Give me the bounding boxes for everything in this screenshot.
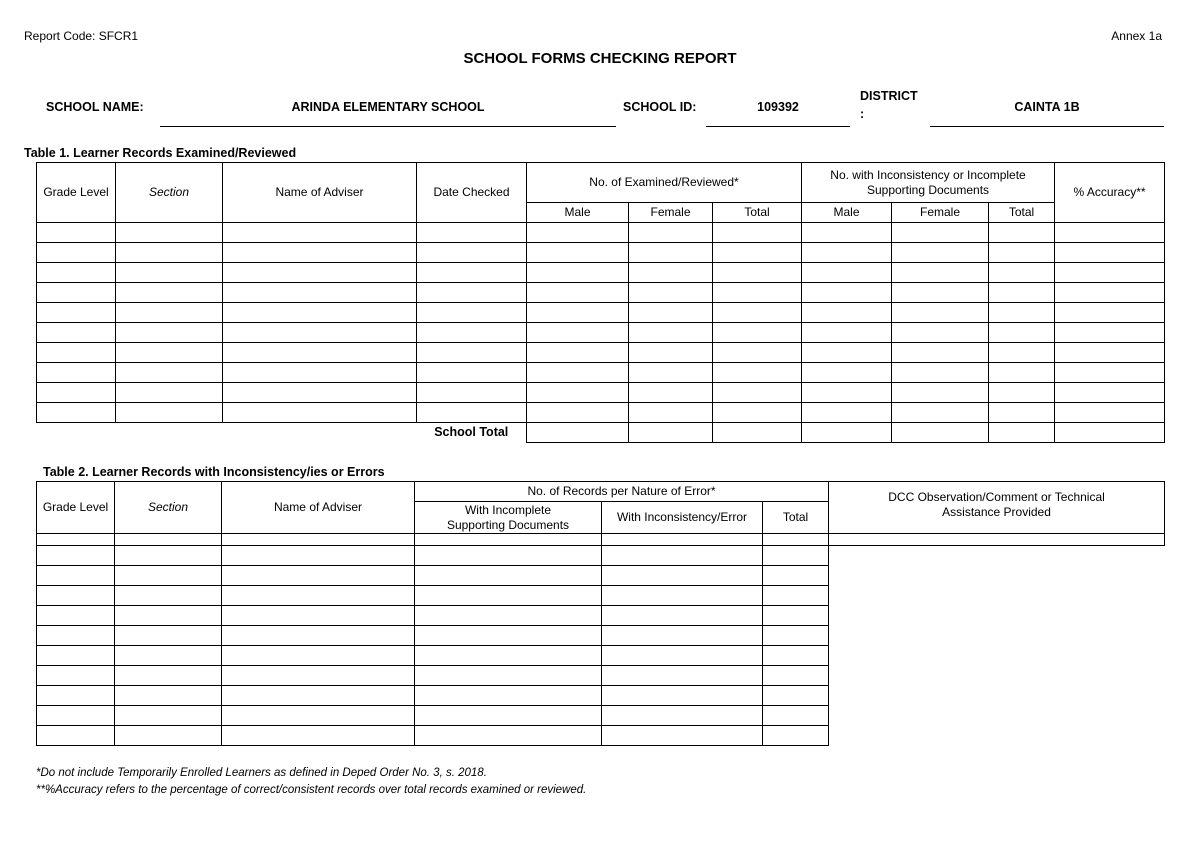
t1-body-cell[interactable]	[629, 323, 713, 343]
t1-body-cell[interactable]	[1055, 243, 1165, 263]
t1-body-cell[interactable]	[223, 223, 417, 243]
t1-body-cell[interactable]	[892, 243, 989, 263]
t1-school-total-label: School Total	[434, 424, 509, 439]
school-name-label: SCHOOL NAME:	[46, 100, 144, 114]
t2-body-cell[interactable]	[37, 586, 115, 606]
t2-body-cell[interactable]	[602, 646, 763, 666]
table1-caption: Table 1. Learner Records Examined/Reviewed	[24, 146, 297, 160]
t2-body-cell[interactable]	[415, 706, 602, 726]
t1-body-cell[interactable]	[116, 403, 223, 423]
t1-body-cell[interactable]	[629, 223, 713, 243]
t1-header-total: Total	[989, 203, 1055, 223]
t2-header-total: Total	[763, 502, 829, 534]
t1-total-cell[interactable]	[1055, 423, 1165, 443]
t2-header-section: Section	[115, 482, 222, 534]
t1-body-cell[interactable]	[713, 243, 802, 263]
t2-observation-area[interactable]	[829, 534, 1165, 546]
t2-body-row	[37, 546, 1165, 566]
t2-body-cell[interactable]	[222, 626, 415, 646]
t1-body-cell[interactable]	[892, 303, 989, 323]
t1-body-cell[interactable]	[116, 263, 223, 283]
t1-body-cell[interactable]	[629, 283, 713, 303]
t2-body-cell[interactable]	[222, 726, 415, 746]
t1-body-cell[interactable]	[223, 403, 417, 423]
t1-body-cell[interactable]	[223, 343, 417, 363]
t2-body-cell[interactable]	[222, 686, 415, 706]
t1-body-cell[interactable]	[417, 403, 527, 423]
t1-body-cell[interactable]	[713, 403, 802, 423]
t2-body-cell[interactable]	[37, 726, 115, 746]
t1-body-cell[interactable]	[892, 343, 989, 363]
t2-body-cell[interactable]	[115, 586, 222, 606]
t1-body-cell[interactable]	[116, 343, 223, 363]
t2-body-cell[interactable]	[37, 706, 115, 726]
t1-body-row	[37, 283, 1165, 303]
t1-body-cell[interactable]	[417, 283, 527, 303]
t2-body-row	[37, 606, 1165, 626]
t1-body-cell[interactable]	[223, 323, 417, 343]
t2-body-row	[37, 666, 1165, 686]
t2-body-cell[interactable]	[602, 686, 763, 706]
t1-body-cell[interactable]	[989, 303, 1055, 323]
t2-body-cell[interactable]	[222, 586, 415, 606]
t1-body-cell[interactable]	[1055, 383, 1165, 403]
t2-body-cell[interactable]	[415, 726, 602, 746]
t2-body-cell[interactable]	[763, 726, 829, 746]
t2-body-row	[37, 686, 1165, 706]
t1-body	[37, 223, 1165, 423]
t1-body-cell[interactable]	[37, 223, 116, 243]
t2-body-row	[37, 726, 1165, 746]
t1-body-row	[37, 323, 1165, 343]
t1-body-cell[interactable]	[989, 403, 1055, 423]
t1-body-cell[interactable]	[802, 403, 892, 423]
t1-total-cell[interactable]	[989, 423, 1055, 443]
t2-body-row	[37, 646, 1165, 666]
t1-body-cell[interactable]	[527, 403, 629, 423]
t2-body-cell[interactable]	[602, 666, 763, 686]
t1-body-cell[interactable]	[417, 243, 527, 263]
t1-body-cell[interactable]	[1055, 263, 1165, 283]
t1-header-total: Total	[713, 203, 802, 223]
t1-body-cell[interactable]	[37, 263, 116, 283]
t2-body-cell[interactable]	[763, 626, 829, 646]
t2-body-cell[interactable]	[37, 666, 115, 686]
t1-body-cell[interactable]	[417, 363, 527, 383]
t2-body-cell[interactable]	[415, 586, 602, 606]
t2-body-cell[interactable]	[763, 606, 829, 626]
t1-body-cell[interactable]	[802, 243, 892, 263]
t1-body-cell[interactable]	[1055, 283, 1165, 303]
t1-body-cell[interactable]	[1055, 343, 1165, 363]
district-label: DISTRICT	[860, 89, 918, 103]
t1-body-cell[interactable]	[37, 323, 116, 343]
t1-body-cell[interactable]	[802, 263, 892, 283]
t2-header-incomplete: With Incomplete Supporting Documents	[415, 502, 602, 534]
report-code: Report Code: SFCR1	[24, 29, 139, 43]
t1-body-cell[interactable]	[527, 323, 629, 343]
t2-body-cell[interactable]	[37, 566, 115, 586]
t1-header-male: Male	[802, 203, 892, 223]
t2-body-cell[interactable]	[415, 686, 602, 706]
t1-body-cell[interactable]	[116, 363, 223, 383]
t1-body-cell[interactable]	[713, 303, 802, 323]
t1-header-female: Female	[629, 203, 713, 223]
t1-body-cell[interactable]	[417, 303, 527, 323]
page-title: SCHOOL FORMS CHECKING REPORT	[463, 50, 737, 67]
t2-body	[37, 546, 1165, 746]
t1-body-cell[interactable]	[989, 283, 1055, 303]
t1-body-cell[interactable]	[629, 363, 713, 383]
t1-body-cell[interactable]	[37, 303, 116, 323]
t1-body-cell[interactable]	[37, 403, 116, 423]
t2-header-adviser: Name of Adviser	[222, 482, 415, 534]
t1-body-cell[interactable]	[892, 283, 989, 303]
t1-body-cell[interactable]	[802, 223, 892, 243]
t1-body-cell[interactable]	[527, 223, 629, 243]
t1-body-cell[interactable]	[989, 363, 1055, 383]
t1-body-cell[interactable]	[802, 303, 892, 323]
t1-body-row	[37, 383, 1165, 403]
school-id-underline	[706, 126, 850, 127]
t1-body-cell[interactable]	[892, 263, 989, 283]
t1-total-cell[interactable]	[713, 423, 802, 443]
t1-total-cell[interactable]	[892, 423, 989, 443]
t2-body-cell[interactable]	[37, 646, 115, 666]
t2-body-cell[interactable]	[763, 706, 829, 726]
t1-header-female: Female	[892, 203, 989, 223]
t1-body-cell[interactable]	[989, 243, 1055, 263]
t2-body-row	[37, 626, 1165, 646]
table2	[36, 481, 1165, 746]
school-id-label: SCHOOL ID:	[623, 100, 697, 114]
t2-body-cell[interactable]	[602, 546, 763, 566]
t2-header-nature-of-error: No. of Records per Nature of Error*	[415, 482, 829, 502]
t1-body-cell[interactable]	[37, 343, 116, 363]
t2-body-cell[interactable]	[115, 626, 222, 646]
t2-body-cell[interactable]	[763, 666, 829, 686]
t1-body-cell[interactable]	[417, 263, 527, 283]
t2-body-cell[interactable]	[37, 606, 115, 626]
t1-body-cell[interactable]	[629, 403, 713, 423]
t1-body-cell[interactable]	[527, 363, 629, 383]
t1-body-row	[37, 223, 1165, 243]
t1-body-row	[37, 303, 1165, 323]
t2-body-row	[37, 706, 1165, 726]
t2-body-cell[interactable]	[115, 706, 222, 726]
t1-body-cell[interactable]	[802, 283, 892, 303]
district-value: CAINTA 1B	[1014, 100, 1080, 114]
t1-body-cell[interactable]	[417, 383, 527, 403]
t1-body-cell[interactable]	[527, 263, 629, 283]
t1-body-cell[interactable]	[223, 363, 417, 383]
t1-body-cell[interactable]	[802, 383, 892, 403]
t1-body-cell[interactable]	[37, 363, 116, 383]
t1-body-cell[interactable]	[1055, 223, 1165, 243]
footnote-1: *Do not include Temporarily Enrolled Learners as defined in Deped Order No. 3, s. 2018.	[36, 767, 487, 779]
t1-body-cell[interactable]	[713, 363, 802, 383]
t1-total-cell[interactable]	[527, 423, 629, 443]
t1-body-cell[interactable]	[1055, 303, 1165, 323]
t1-body-cell[interactable]	[713, 223, 802, 243]
t2-body-cell[interactable]	[763, 586, 829, 606]
t2-body-cell[interactable]	[415, 606, 602, 626]
t2-body-cell[interactable]	[37, 686, 115, 706]
t1-body-cell[interactable]	[989, 263, 1055, 283]
table2-caption: Table 2. Learner Records with Inconsistency/ies or Errors	[43, 465, 385, 479]
school-name-underline	[160, 126, 616, 127]
t2-body-cell[interactable]	[115, 686, 222, 706]
t1-body-cell[interactable]	[527, 343, 629, 363]
t1-body-cell[interactable]	[713, 323, 802, 343]
t2-body-cell[interactable]	[602, 706, 763, 726]
t2-body-cell[interactable]	[602, 626, 763, 646]
t1-body-cell[interactable]	[116, 323, 223, 343]
t1-body-cell[interactable]	[527, 283, 629, 303]
t1-body-cell[interactable]	[892, 383, 989, 403]
t2-body-cell[interactable]	[415, 546, 602, 566]
t1-body-cell[interactable]	[116, 243, 223, 263]
t1-body-cell[interactable]	[892, 363, 989, 383]
t1-body-cell[interactable]	[1055, 363, 1165, 383]
annex-label: Annex 1a	[1111, 29, 1162, 43]
t1-body-row	[37, 363, 1165, 383]
t1-body-cell[interactable]	[527, 303, 629, 323]
t2-body-cell[interactable]	[115, 646, 222, 666]
t1-body-cell[interactable]	[802, 363, 892, 383]
t1-body-cell[interactable]	[1055, 403, 1165, 423]
t1-header-adviser: Name of Adviser	[223, 163, 417, 223]
t1-body-cell[interactable]	[223, 243, 417, 263]
t1-body-cell[interactable]	[892, 223, 989, 243]
t2-body-cell[interactable]	[115, 606, 222, 626]
t2-body-cell[interactable]	[415, 666, 602, 686]
t1-body-cell[interactable]	[713, 283, 802, 303]
t1-total-cell[interactable]	[629, 423, 713, 443]
t1-header-grade-level: Grade Level	[37, 163, 116, 223]
t1-body-cell[interactable]	[629, 303, 713, 323]
t1-body-cell[interactable]	[37, 283, 116, 303]
t2-body-cell[interactable]	[602, 606, 763, 626]
t2-header-observation: DCC Observation/Comment or Technical Assistance Provided	[829, 482, 1165, 534]
t2-body-cell[interactable]	[415, 626, 602, 646]
school-id-value: 109392	[757, 100, 799, 114]
t2-body-cell[interactable]	[763, 686, 829, 706]
t1-body-cell[interactable]	[223, 283, 417, 303]
t1-body-cell[interactable]	[37, 383, 116, 403]
t2-body-cell[interactable]	[602, 586, 763, 606]
t1-body-cell[interactable]	[629, 343, 713, 363]
t2-body-cell[interactable]	[115, 566, 222, 586]
t1-body-cell[interactable]	[116, 303, 223, 323]
t1-header-examined: No. of Examined/Reviewed*	[527, 163, 802, 203]
t1-body-cell[interactable]	[802, 343, 892, 363]
t2-body-cell[interactable]	[602, 566, 763, 586]
t1-body-cell[interactable]	[713, 343, 802, 363]
t1-body-cell[interactable]	[989, 223, 1055, 243]
t1-body-cell[interactable]	[116, 383, 223, 403]
district-underline	[930, 126, 1164, 127]
t1-body-row	[37, 243, 1165, 263]
t1-body-cell[interactable]	[713, 383, 802, 403]
t1-body-cell[interactable]	[802, 323, 892, 343]
t1-body-cell[interactable]	[989, 383, 1055, 403]
t2-body-cell[interactable]	[37, 546, 115, 566]
t1-body-cell[interactable]	[116, 223, 223, 243]
t1-body-cell[interactable]	[989, 323, 1055, 343]
t2-body-cell[interactable]	[602, 726, 763, 746]
t2-body-cell[interactable]	[115, 546, 222, 566]
t1-body-row	[37, 343, 1165, 363]
t1-header-inconsistency: No. with Inconsistency or Incomplete Supporting Documents	[802, 163, 1055, 203]
school-name-value: ARINDA ELEMENTARY SCHOOL	[291, 100, 485, 114]
t2-body-row	[37, 566, 1165, 586]
t2-body-cell[interactable]	[222, 546, 415, 566]
t2-body-cell[interactable]	[115, 726, 222, 746]
t2-body-cell[interactable]	[415, 566, 602, 586]
t2-body-cell[interactable]	[222, 666, 415, 686]
t1-total-cell[interactable]	[802, 423, 892, 443]
t1-body-cell[interactable]	[892, 403, 989, 423]
t1-body-cell[interactable]	[527, 243, 629, 263]
t2-body-cell[interactable]	[763, 546, 829, 566]
t2-body-cell[interactable]	[115, 666, 222, 686]
t2-body-cell[interactable]	[222, 566, 415, 586]
t1-body-cell[interactable]	[417, 343, 527, 363]
t1-body-cell[interactable]	[417, 223, 527, 243]
footnote-2: **%Accuracy refers to the percentage of correct/consistent records over total records examined or reviewed.	[36, 784, 587, 796]
t2-header-inconsistency: With Inconsistency/Error	[602, 502, 763, 534]
t2-body-cell[interactable]	[763, 646, 829, 666]
t1-body-cell[interactable]	[417, 323, 527, 343]
t1-body-cell[interactable]	[223, 263, 417, 283]
t1-body-cell[interactable]	[629, 263, 713, 283]
t1-body-cell[interactable]	[527, 383, 629, 403]
t2-body-cell[interactable]	[763, 566, 829, 586]
district-colon: :	[860, 107, 865, 121]
t1-body-cell[interactable]	[116, 283, 223, 303]
t2-body-cell[interactable]	[415, 646, 602, 666]
t1-body-cell[interactable]	[223, 383, 417, 403]
t1-body-cell[interactable]	[629, 243, 713, 263]
t1-body-row	[37, 403, 1165, 423]
t1-header-male: Male	[527, 203, 629, 223]
t2-body-cell[interactable]	[37, 626, 115, 646]
t1-body-cell[interactable]	[37, 243, 116, 263]
t1-body-cell[interactable]	[892, 323, 989, 343]
t2-body-cell[interactable]	[222, 606, 415, 626]
t1-body-cell[interactable]	[989, 343, 1055, 363]
t1-body-cell[interactable]	[1055, 323, 1165, 343]
t1-header-date-checked: Date Checked	[417, 163, 527, 223]
t1-body-cell[interactable]	[223, 303, 417, 323]
table1	[36, 162, 1165, 443]
t2-header-grade-level: Grade Level	[37, 482, 115, 534]
t1-header-accuracy: % Accuracy**	[1055, 163, 1165, 223]
t2-body-cell[interactable]	[222, 706, 415, 726]
t1-body-cell[interactable]	[713, 263, 802, 283]
t1-header-section: Section	[116, 163, 223, 223]
t2-body-cell[interactable]	[222, 646, 415, 666]
t2-body-row	[37, 586, 1165, 606]
t1-body-cell[interactable]	[629, 383, 713, 403]
t1-body-row	[37, 263, 1165, 283]
